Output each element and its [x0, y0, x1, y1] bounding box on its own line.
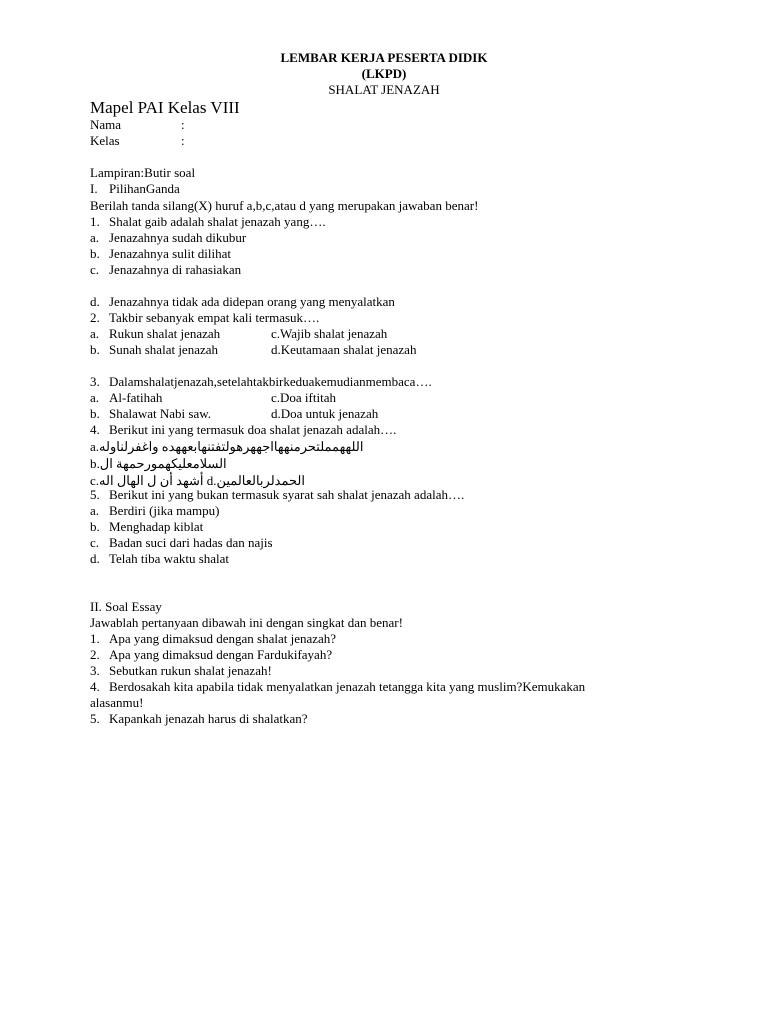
question-number: 4.	[90, 422, 100, 437]
option-letter: b.	[90, 342, 100, 357]
question-number: 2.	[90, 310, 100, 325]
question-text: Berikut ini yang bukan termasuk syarat sah shalat jenazah adalah….	[109, 487, 465, 502]
subject-line: Mapel PAI Kelas VIII	[90, 98, 240, 117]
question-number: 1.	[90, 631, 100, 646]
q2-options-row-2	[90, 342, 416, 358]
q5-option-a	[90, 503, 219, 519]
option-letter: a.	[90, 230, 100, 245]
class-field	[90, 133, 185, 149]
question-text: Berdosakah kita apabila tidak menyalatkan jenazah tetangga kita yang muslim?Kemukakan	[109, 679, 586, 694]
class-colon: :	[181, 133, 185, 148]
q2-options-row-1	[90, 326, 387, 342]
section1-instruction: Berilah tanda silang(X) huruf a,b,c,atau d yang merupakan jawaban benar!	[90, 198, 479, 213]
option-text: Jenazahnya tidak ada didepan orang yang menyalatkan	[109, 294, 395, 309]
option-text: Sunah shalat jenazah	[109, 342, 219, 357]
section1-number: I.	[90, 181, 98, 196]
option-text: Jenazahnya sulit dilihat	[109, 246, 232, 261]
question-number: 4.	[90, 679, 100, 694]
section2-instruction: Jawablah pertanyaan dibawah ini dengan singkat dan benar!	[90, 615, 403, 630]
q1-option-a	[90, 230, 246, 246]
q5-option-c	[90, 535, 273, 551]
option-letter: b.	[90, 519, 100, 534]
section1-heading	[90, 181, 180, 197]
question-text: Shalat gaib adalah shalat jenazah yang….	[109, 214, 326, 229]
option-letter: c.	[90, 262, 100, 277]
name-field	[90, 117, 185, 133]
option-letter: b.	[90, 406, 100, 421]
option-text: Berdiri (jika mampu)	[109, 503, 220, 518]
option-letter: d.	[90, 294, 100, 309]
question-number: 5.	[90, 487, 100, 502]
option-text: Rukun shalat jenazah	[109, 326, 221, 341]
question-text: Sebutkan rukun shalat jenazah!	[109, 663, 272, 678]
q1-option-b	[90, 246, 231, 262]
question-number: 3.	[90, 663, 100, 678]
question-number: 3.	[90, 374, 100, 389]
option-letter: a.	[90, 503, 100, 518]
question-1	[90, 214, 326, 230]
option-text: Telah tiba waktu shalat	[109, 551, 230, 566]
document-abbrev: (LKPD)	[361, 66, 407, 81]
document-topic: SHALAT JENAZAH	[328, 82, 440, 97]
essay-question-4	[90, 679, 585, 695]
option-letter: b.	[90, 246, 100, 261]
option-text: Shalawat Nabi saw.	[109, 406, 212, 421]
option-c: c.Doa iftitah	[271, 390, 336, 405]
q4-arabic-option-b: b.السلامعليكهمورحمهة ال	[90, 456, 227, 471]
option-text: Jenazahnya sudah dikubur	[109, 230, 247, 245]
document-title: LEMBAR KERJA PESERTA DIDIK	[280, 50, 488, 65]
q5-option-b	[90, 519, 203, 535]
question-2	[90, 310, 319, 326]
question-number: 2.	[90, 647, 100, 662]
essay-question-5	[90, 711, 308, 727]
attachment-line: Lampiran:Butir soal	[90, 165, 196, 180]
q5-option-d	[90, 551, 229, 567]
essay-question-4-continuation: alasanmu!	[90, 695, 144, 710]
question-5	[90, 487, 464, 503]
option-d: d.Keutamaan shalat jenazah	[271, 342, 417, 357]
section1-title: PilihanGanda	[109, 181, 180, 196]
option-text: Jenazahnya di rahasiakan	[109, 262, 242, 277]
q4-arabic-option-a: a.اللههمملتحرمنههااجههرهولتفتنهابعههده واغفرلناوله	[90, 439, 364, 454]
question-text: Takbir sebanyak empat kali termasuk….	[109, 310, 320, 325]
question-text: Dalamshalatjenazah,setelahtakbirkeduakemudianmembaca….	[109, 374, 432, 389]
question-3	[90, 374, 432, 390]
option-text: Al-fatihah	[109, 390, 163, 405]
essay-question-3	[90, 663, 272, 679]
question-4	[90, 422, 396, 438]
option-letter: d.	[90, 551, 100, 566]
essay-question-1	[90, 631, 336, 647]
q4-arabic-options-cd: c.أشهد أن ل الهال اله d.الحمدلربالعالمين	[90, 473, 305, 488]
option-letter: c.	[90, 535, 100, 550]
question-number: 1.	[90, 214, 100, 229]
question-text: Berikut ini yang termasuk doa shalat jenazah adalah….	[109, 422, 397, 437]
q3-options-row-1	[90, 390, 336, 406]
question-number: 5.	[90, 711, 100, 726]
name-colon: :	[181, 117, 185, 132]
option-letter: a.	[90, 326, 100, 341]
question-text: Apa yang dimaksud dengan shalat jenazah?	[109, 631, 337, 646]
option-d: d.Doa untuk jenazah	[271, 406, 379, 421]
q3-options-row-2	[90, 406, 378, 422]
option-text: Menghadap kiblat	[109, 519, 204, 534]
name-label: Nama	[90, 117, 122, 132]
section2-heading: II. Soal Essay	[90, 599, 162, 614]
question-text: Apa yang dimaksud dengan Fardukifayah?	[109, 647, 333, 662]
option-text: Badan suci dari hadas dan najis	[109, 535, 273, 550]
essay-question-2	[90, 647, 332, 663]
class-label: Kelas	[90, 133, 120, 148]
q1-option-c	[90, 262, 241, 278]
q1-option-d	[90, 294, 395, 310]
question-text: Kapankah jenazah harus di shalatkan?	[109, 711, 308, 726]
option-c: c.Wajib shalat jenazah	[271, 326, 388, 341]
option-letter: a.	[90, 390, 100, 405]
